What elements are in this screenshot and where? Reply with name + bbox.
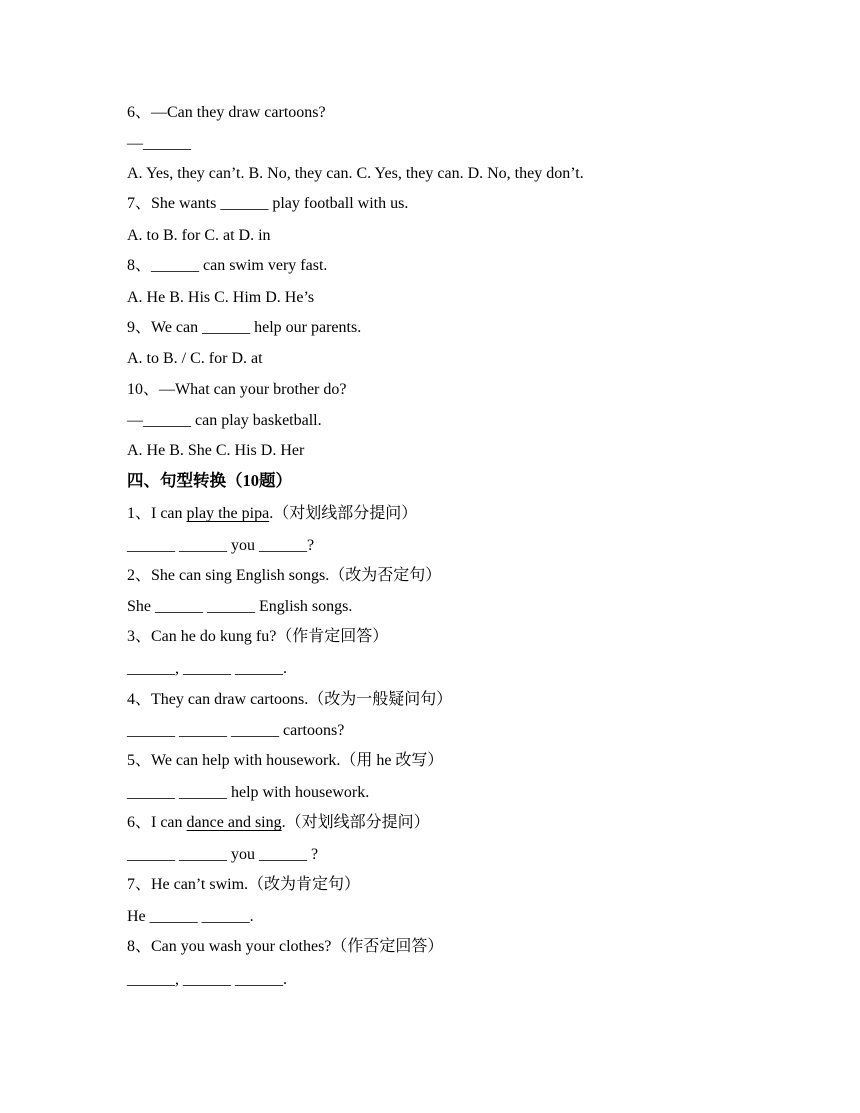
question-6-blank: —______ bbox=[127, 135, 191, 152]
transform-item-5: 5、We can help with housework.（用 he 改写） bbox=[127, 752, 444, 769]
question-8-options: A. He B. His C. Him D. He’s bbox=[127, 289, 315, 306]
transform-item-1 bbox=[127, 504, 417, 524]
question-6-options: A. Yes, they can’t. B. No, they can. C. Yes, they can. D. No, they don’t. bbox=[127, 165, 584, 182]
question-6: 6、—Can they draw cartoons? bbox=[127, 104, 326, 121]
question-9-options: A. to B. / C. for D. at bbox=[127, 350, 263, 367]
transform-answer-5: ______ ______ help with housework. bbox=[127, 784, 370, 801]
transform-item-8: 8、Can you wash your clothes?（作否定回答） bbox=[127, 938, 444, 955]
question-10-options: A. He B. She C. His D. Her bbox=[127, 442, 305, 459]
transform-item-2: 2、She can sing English songs.（改为否定句） bbox=[127, 567, 442, 584]
question-7: 7、She wants ______ play football with us. bbox=[127, 195, 409, 212]
transform-item-3: 3、Can he do kung fu?（作肯定回答） bbox=[127, 628, 389, 645]
transform-item-6 bbox=[127, 813, 430, 833]
question-8: 8、______ can swim very fast. bbox=[127, 257, 328, 274]
transform-answer-6: ______ ______ you ______ ? bbox=[127, 846, 319, 863]
underlined-phrase: play the pipa bbox=[186, 505, 270, 522]
transform-answer-8: ______, ______ ______. bbox=[127, 971, 287, 988]
transform-item-7: 7、He can’t swim.（改为肯定句） bbox=[127, 876, 361, 893]
section-4-heading: 四、句型转换（10题） bbox=[127, 471, 292, 490]
question-9: 9、We can ______ help our parents. bbox=[127, 319, 362, 336]
item-instruction: .（对划线部分提问） bbox=[281, 814, 430, 831]
question-10: 10、—What can your brother do? bbox=[127, 381, 347, 398]
underlined-phrase: dance and sing bbox=[186, 814, 282, 831]
question-7-options: A. to B. for C. at D. in bbox=[127, 227, 271, 244]
question-10-blank: —______ can play basketball. bbox=[127, 412, 322, 429]
transform-answer-4: ______ ______ ______ cartoons? bbox=[127, 722, 345, 739]
transform-answer-7: He ______ ______. bbox=[127, 908, 254, 925]
transform-item-4: 4、They can draw cartoons.（改为一般疑问句） bbox=[127, 691, 453, 708]
item-instruction: .（对划线部分提问） bbox=[269, 505, 418, 522]
transform-answer-3: ______, ______ ______. bbox=[127, 660, 287, 677]
transform-answer-1: ______ ______ you ______? bbox=[127, 537, 315, 554]
item-prefix: 6、I can bbox=[127, 814, 187, 831]
item-prefix: 1、I can bbox=[127, 505, 187, 522]
transform-answer-2: She ______ ______ English songs. bbox=[127, 598, 353, 615]
